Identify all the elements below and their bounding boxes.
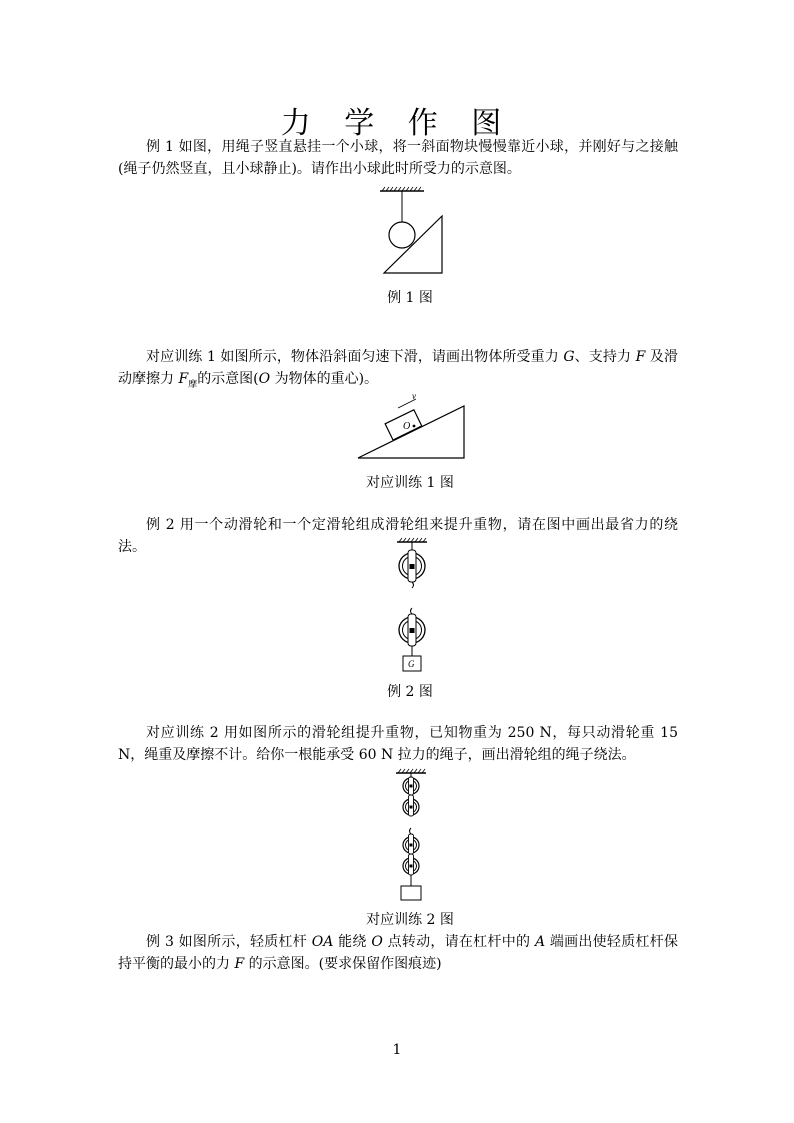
movable-pulley-lower: [403, 854, 419, 875]
page-number: 1: [392, 1042, 402, 1058]
example-1-caption: 例 1 图: [387, 290, 433, 306]
label-g: G: [408, 659, 415, 669]
fixed-pulley-upper: [403, 777, 419, 795]
page-title: 力 学 作 图: [280, 106, 514, 141]
label-v: v: [412, 391, 416, 401]
label-o: O: [403, 421, 411, 432]
weight-box: [401, 886, 421, 900]
example-1-figure: [370, 186, 450, 278]
training-2-caption: 对应训练 2 图: [366, 912, 454, 928]
training-1-caption: 对应训练 1 图: [366, 475, 454, 491]
ball: [389, 222, 415, 248]
example-3-text: 例 3 如图所示，轻质杠杆 OA 能绕 O 点转动，请在杠杆中的 A 端画出使轻质杠杆保持平衡的最小的力 F 的示意图。(要求保留作图痕迹): [118, 934, 679, 972]
movable-pulley: [399, 614, 425, 646]
example-2-text: 例 2 用一个动滑轮和一个定滑轮组成滑轮组来提升重物，请在图中画出最省力的绕法。: [118, 517, 678, 555]
fixed-pulley-lower: [403, 795, 419, 816]
example-2-caption: 例 2 图: [387, 684, 433, 700]
fixed-pulley: [399, 550, 425, 582]
movable-pulley-upper: [403, 834, 419, 854]
training-1-text: 对应训练 1 如图所示，物体沿斜面匀速下滑，请画出物体所受重力 G、支持力 F 及滑动摩擦力 $F_摩$的示意图(O 为物体的重心)。: [118, 349, 678, 390]
training-1-figure: [356, 392, 468, 462]
example-2-figure: [392, 536, 432, 674]
training-2-figure: [394, 768, 428, 904]
training-2-text: 对应训练 2 用如图所示的滑轮组提升重物，已知物重为 250 N，每只动滑轮重 15 N，绳重及摩擦不计。给你一根能承受 60 N 拉力的绳子，画出滑轮组的绳子绕法。: [118, 725, 678, 763]
example-1-text: 例 1 如图，用绳子竖直悬挂一个小球，将一斜面物块慢慢靠近小球，并刚好与之接触(绳子仍然竖直，且小球静止)。请作出小球此时所受力的示意图。: [118, 139, 678, 177]
center-of-gravity-dot: [413, 425, 416, 428]
